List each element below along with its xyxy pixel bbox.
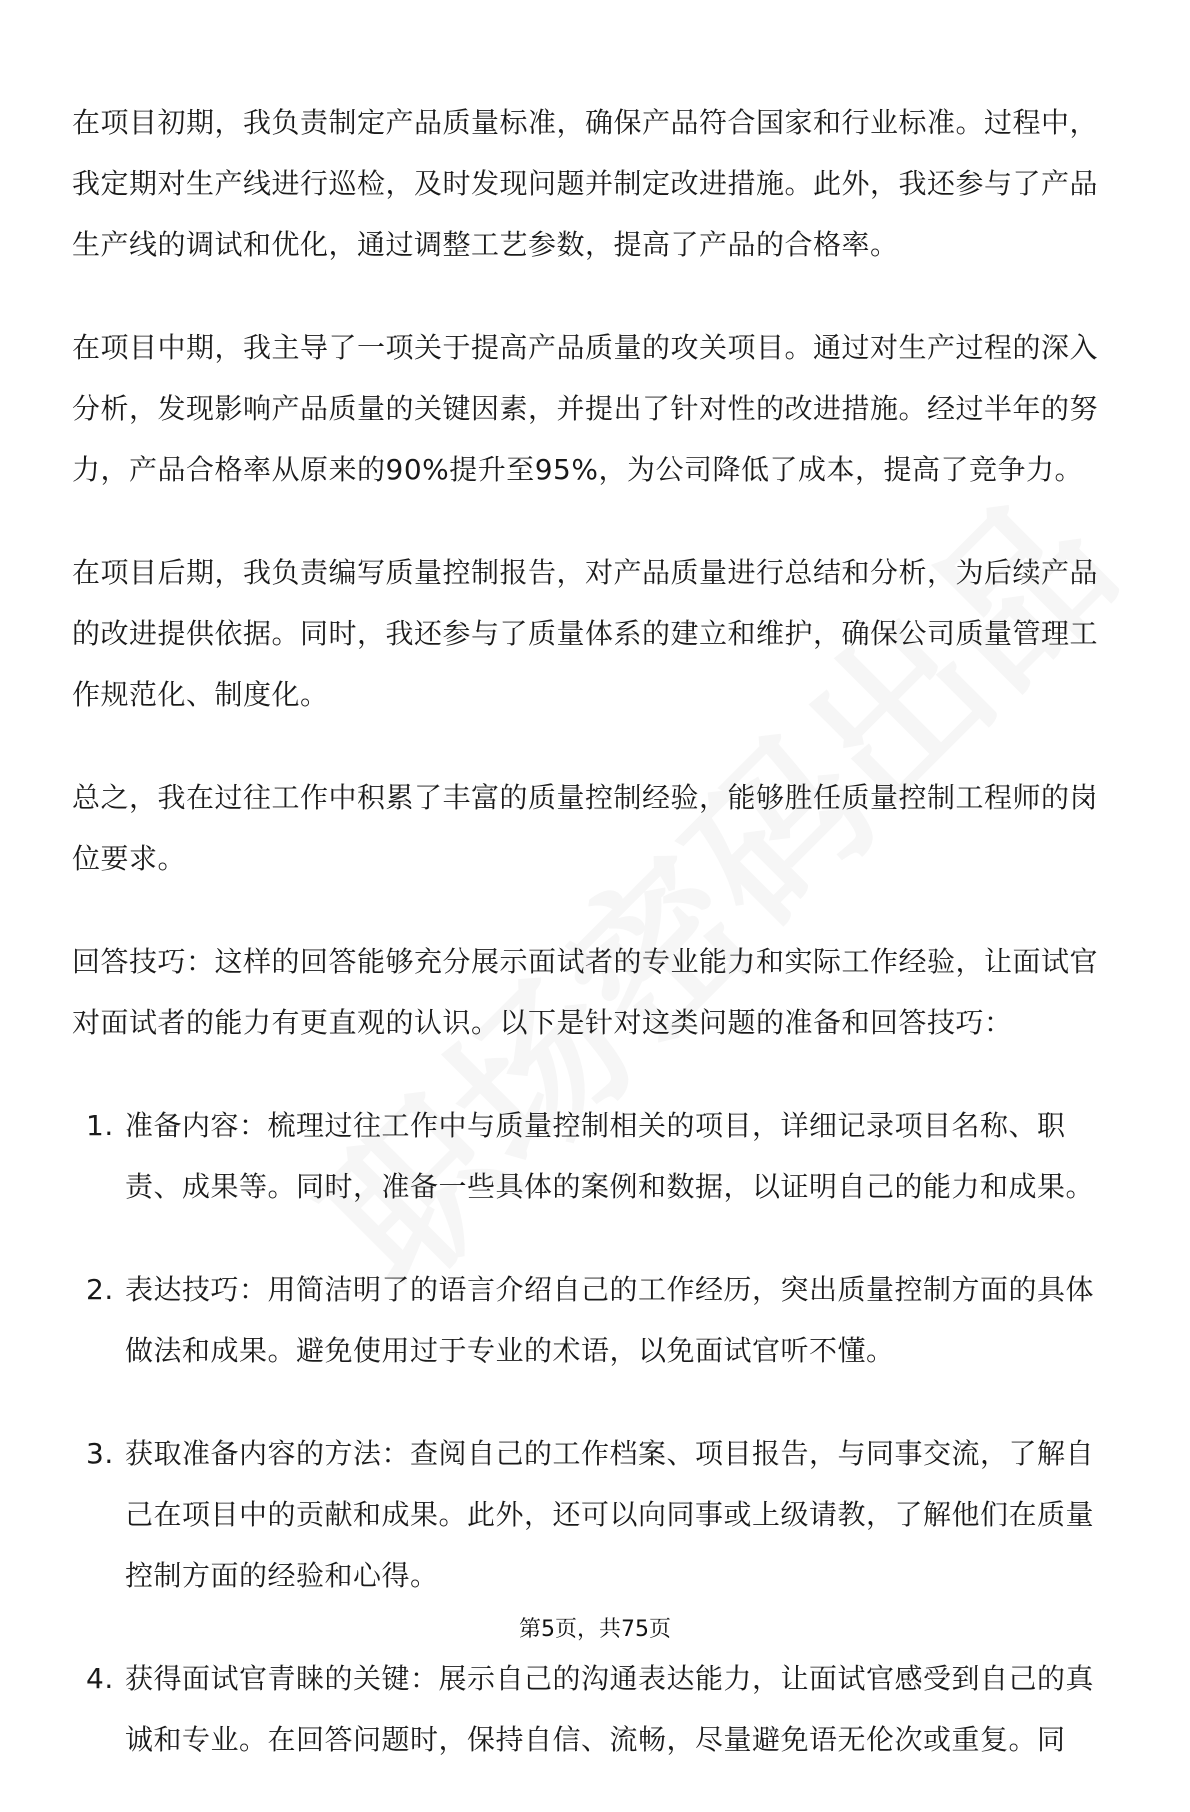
list-item-text: 表达技巧：用简洁明了的语言介绍自己的工作经历，突出质量控制方面的具体做法和成果。避免使用过于专业的术语，以免面试官听不懂。: [125, 1273, 1095, 1367]
list-number: 3.: [86, 1437, 114, 1470]
list-item: [72, 1259, 1116, 1381]
paragraph-early-phase: 在项目初期，我负责制定产品质量标准，确保产品符合国家和行业标准。过程中，我定期对生产线进行巡检，及时发现问题并制定改进措施。此外，我还参与了产品生产线的调试和优化，通过调整工艺参数，提高了产品的合格率。: [72, 106, 1099, 261]
list-number: 4.: [86, 1662, 114, 1695]
paragraph-late-phase: 在项目后期，我负责编写质量控制报告，对产品质量进行总结和分析，为后续产品的改进提供依据。同时，我还参与了质量体系的建立和维护，确保公司质量管理工作规范化、制度化。: [72, 556, 1099, 711]
list-item: [72, 1423, 1116, 1606]
list-item-text: 获取准备内容的方法：查阅自己的工作档案、项目报告，与同事交流，了解自己在项目中的贡献和成果。此外，还可以向同事或上级请教，了解他们在质量控制方面的经验和心得。: [125, 1437, 1095, 1592]
paragraph-mid-phase: 在项目中期，我主导了一项关于提高产品质量的攻关项目。通过对生产过程的深入分析，发现影响产品质量的关键因素，并提出了针对性的改进措施。经过半年的努力，产品合格率从原来的90%提升至95%，为公司降低了成本，提高了竞争力。: [72, 331, 1099, 486]
paragraph-summary: 总之，我在过往工作中积累了丰富的质量控制经验，能够胜任质量控制工程师的岗位要求。: [72, 781, 1099, 875]
list-item: [72, 1648, 1116, 1770]
list-number: 2.: [86, 1273, 114, 1306]
document-body: [72, 92, 1116, 1812]
list-item-text: 获得面试官青睐的关键：展示自己的沟通表达能力，让面试官感受到自己的真诚和专业。在回答问题时，保持自信、流畅，尽量避免语无伦次或重复。同: [125, 1662, 1095, 1756]
paragraph-answer-tips: 回答技巧：这样的回答能够充分展示面试者的专业能力和实际工作经验，让面试官对面试者的能力有更直观的认识。以下是针对这类问题的准备和回答技巧：: [72, 945, 1099, 1039]
list-item: [72, 1095, 1116, 1217]
page-footer: 第5页，共75页: [519, 1617, 671, 1642]
list-number: 1.: [86, 1109, 114, 1142]
tips-list: [72, 1095, 1116, 1770]
list-item-text: 准备内容：梳理过往工作中与质量控制相关的项目，详细记录项目名称、职责、成果等。同时，准备一些具体的案例和数据，以证明自己的能力和成果。: [125, 1109, 1095, 1203]
